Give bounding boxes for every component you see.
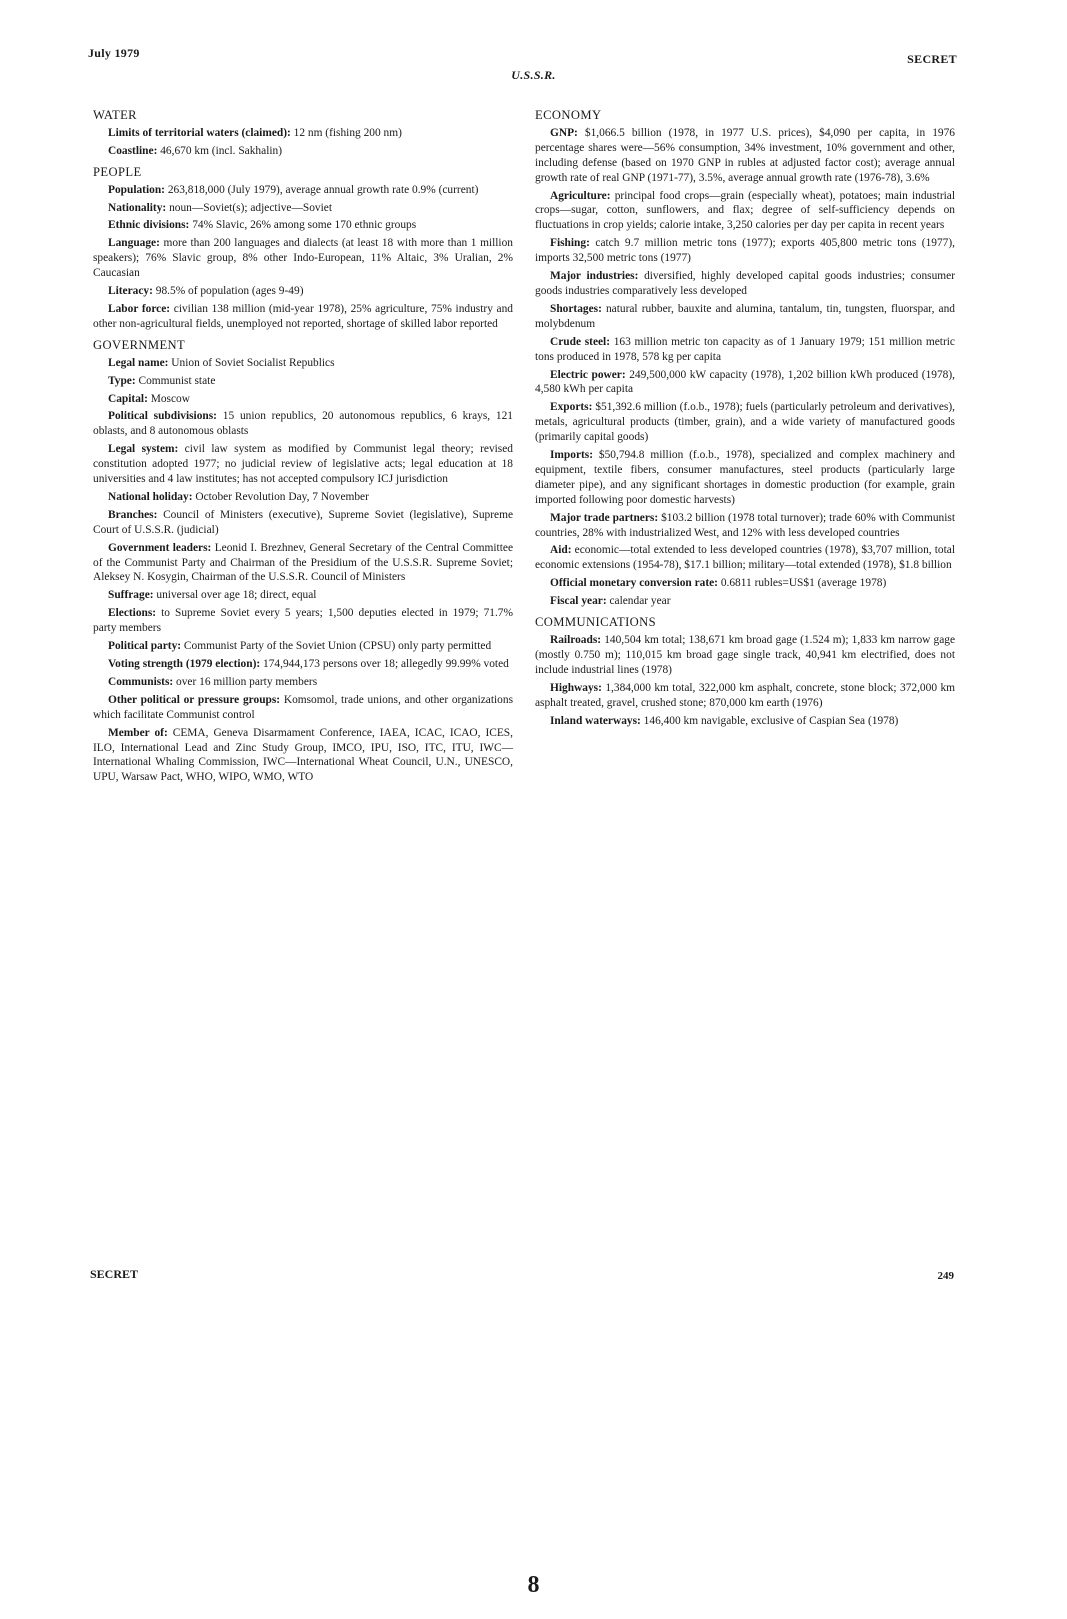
entry (535, 302, 955, 332)
entry-text: $50,794.8 million (f.o.b., 1978), specialized and complex machinery and equipment, textile fibers, consumer manufactures, steel products (particularly large diameter pipe), and any significant shortages in domestic production (for example, grain imported following poor domestic harvests) (535, 449, 955, 506)
entry (93, 639, 513, 654)
entry-label: Aid: (550, 544, 572, 557)
entry (93, 693, 513, 723)
entry-text: to Supreme Soviet every 5 years; 1,500 deputies elected in 1979; 71.7% party members (93, 607, 513, 635)
entry-text: 163 million metric ton capacity as of 1 January 1979; 151 million metric tons produced in 1978, 578 kg per capita (535, 335, 955, 363)
entry (93, 302, 513, 332)
header-classification: SECRET (907, 52, 957, 66)
entry (535, 448, 955, 508)
entry-label: Major trade partners: (550, 511, 659, 524)
entry (535, 236, 955, 266)
entry-text: over 16 million party members (173, 675, 318, 688)
entry-text: 74% Slavic, 26% among some 170 ethnic groups (189, 219, 417, 232)
entry-text: Communist state (135, 374, 216, 387)
entry-label: Suffrage: (108, 589, 154, 602)
entry-label: Population: (108, 183, 165, 196)
entry-label: Electric power: (550, 368, 626, 381)
entry-text: economic—total extended to less developed countries (1978), $3,707 million, total economic extensions (1954-78), $17.1 billion; military—total extended (1978), $1.8 billion (535, 544, 955, 572)
entry-text: 46,670 km (incl. Sakhalin) (157, 144, 283, 157)
entry-text: 249,500,000 kW capacity (1978), 1,202 billion kWh produced (1978), 4,580 kWh per capita (535, 368, 956, 396)
entry (535, 594, 955, 609)
entry-label: Railroads: (550, 634, 602, 646)
page-number: 8 (527, 1572, 540, 1598)
entry-label: Legal system: (108, 443, 179, 456)
section-heading: PEOPLE (93, 164, 142, 179)
entry-text: $1,066.5 billion (1978, in 1977 U.S. prices), $4,090 per capita, in 1976 percentage shares were—56% consumption, 34% investment, 10% government and other, including defense (based on 1970 GNP in rubles at adjusted factor cost); average annual growth rate of real GNP (1971-77), 3.5%, average annual growth rate (1976-78), 3.6% (535, 126, 955, 184)
entry (535, 189, 955, 234)
entry-text: principal food crops—grain (especially wheat), potatoes; main industrial crops—sugar, cotton, sunflowers, and flax; degree of self-sufficiency depends on fluctuations in crop yields; calorie intake, 3,250 calories per day per capita in recent years (535, 189, 955, 232)
entry (535, 400, 955, 445)
entry (93, 606, 513, 636)
entry-text: natural rubber, bauxite and alumina, tantalum, tin, tungsten, fluorspar, and molybdenum (535, 302, 955, 330)
entry-label: Major industries: (550, 270, 639, 283)
entry (535, 335, 955, 365)
entry (93, 374, 513, 389)
entry-text: 12 nm (fishing 200 nm) (290, 126, 402, 139)
entry (93, 356, 513, 371)
entry (93, 490, 513, 505)
entry (535, 126, 955, 186)
entry-label: Imports: (550, 449, 594, 462)
entry-text: 174,944,173 persons over 18; allegedly 99.99% voted (260, 658, 509, 670)
entry (93, 392, 513, 407)
entry-text: 1,384,000 km total, 322,000 km asphalt, concrete, stone block; 372,000 km asphalt treated, gravel, crushed stone; 870,000 km earth (1976) (535, 681, 955, 709)
entry-text: 15 union republics, 20 autonomous republics, 6 krays, 121 oblasts, and 8 autonomous oblasts (93, 410, 513, 438)
entry-label: Branches: (108, 508, 158, 521)
entry-text: 146,400 km navigable, exclusive of Caspian Sea (1978) (640, 714, 899, 727)
entry-label: Government leaders: (108, 541, 212, 554)
entry-text: 140,504 km total; 138,671 km broad gage (1.524 m); 1,833 km narrow gage (mostly 0.750 m); 110,015 km broad gage single track, 40,941 km electrified, does not include industrial lines (1978) (535, 634, 955, 676)
entry-text: noun—Soviet(s); adjective—Soviet (166, 201, 332, 214)
entry (93, 675, 513, 690)
entry-label: Legal name: (108, 356, 169, 369)
entry-label: Highways: (550, 681, 602, 694)
entry-label: Nationality: (108, 201, 167, 214)
footer-classification: SECRET (90, 1267, 139, 1281)
entry-text: catch 9.7 million metric tons (1977); exports 405,800 metric tons (1977), imports 32,500 metric tons (1977) (535, 237, 955, 265)
entry (535, 269, 955, 299)
entry-label: Coastline: (108, 144, 158, 157)
entry (93, 442, 513, 487)
entry-label: Limits of territorial waters (claimed): (108, 126, 291, 139)
entry-text: October Revolution Day, 7 November (192, 490, 369, 503)
entry (535, 576, 955, 591)
entry (93, 409, 513, 439)
entry-text: Komsomol, trade unions, and other organizations which facilitate Communist control (93, 693, 514, 721)
entry-text: civil law system as modified by Communist legal theory; revised constitution adopted 1977; no judicial review of legislative acts; legal education at 18 universities and 4 law institutes; has not accepted compulsory ICJ jurisdiction (93, 443, 513, 486)
entry-text: universal over age 18; direct, equal (153, 589, 317, 602)
entry-label: GNP: (550, 126, 578, 139)
entry-label: Official monetary conversion rate: (550, 577, 718, 590)
entry-label: Shortages: (550, 302, 602, 315)
entry-text: Council of Ministers (executive), Supreme Soviet (legislative), Supreme Court of U.S.S.R. (judicial) (93, 508, 513, 536)
entry-label: Voting strength (1979 election): (108, 658, 261, 670)
entry (535, 543, 955, 573)
right-column (535, 108, 955, 731)
entry-label: Other political or pressure groups: (108, 693, 281, 706)
entry (535, 633, 955, 678)
footer-page-reference: 249 (937, 1270, 954, 1282)
entry (535, 681, 955, 711)
entry (93, 284, 513, 299)
entry-label: Communists: (108, 675, 174, 688)
entry (93, 218, 513, 233)
entry-label: Exports: (550, 401, 593, 414)
entry-label: Agriculture: (550, 189, 611, 202)
entry (93, 508, 513, 538)
entry-text: 98.5% of population (ages 9-49) (152, 285, 304, 298)
left-column (93, 108, 513, 788)
entry (93, 588, 513, 603)
section-heading: COMMUNICATIONS (535, 615, 657, 630)
entry-label: Literacy: (108, 285, 153, 298)
entry-text: CEMA, Geneva Disarmament Conference, IAEA, ICAC, ICAO, ICES, ILO, International Lead and Zinc Study Group, IMCO, IPU, ISO, ITC, ITU, IWC—International Whaling Commission, IWC—International Wheat Council, U.N., UNESCO, UPU, Warsaw Pact, WHO, WIPO, WMO, WTO (93, 726, 513, 784)
entry-label: Capital: (108, 392, 148, 405)
entry-text: civilian 138 million (mid-year 1978), 25% agriculture, 75% industry and other non-agricultural fields, unemployed not reported, shortage of skilled labor reported (93, 302, 514, 330)
entry-text: $51,392.6 million (f.o.b., 1978); fuels (particularly petroleum and derivatives), metals, agricultural products (timber, grain), and a wide variety of manufactured goods (primarily capital goods) (535, 401, 955, 444)
entry-text: Union of Soviet Socialist Republics (168, 356, 335, 369)
entry (93, 201, 513, 216)
entry-label: Member of: (108, 726, 168, 739)
header-date: July 1979 (88, 46, 140, 60)
entry-text: 263,818,000 (July 1979), average annual growth rate 0.9% (current) (164, 183, 479, 196)
entry-text: $103.2 billion (1978 total turnover); trade 60% with Communist countries, 28% with industrialized West, and 12% with less developed countries (535, 511, 956, 539)
entry-text: diversified, highly developed capital goods industries; consumer goods industries comparatively less developed (535, 270, 955, 297)
entry (93, 726, 513, 786)
entry-label: Political party: (108, 640, 182, 653)
entry-text: Moscow (147, 392, 190, 405)
section-heading: WATER (93, 108, 137, 122)
entry-text: 0.6811 rubles=US$1 (average 1978) (717, 577, 887, 590)
entry-label: Elections: (108, 607, 157, 620)
entry (93, 144, 513, 159)
entry (93, 183, 513, 198)
entry-label: Political subdivisions: (108, 410, 217, 423)
entry (535, 368, 955, 398)
entry-label: Fishing: (550, 237, 590, 250)
entry-label: Labor force: (108, 302, 171, 315)
entry (93, 541, 513, 586)
entry-label: Fiscal year: (550, 595, 607, 608)
entry-label: National holiday: (108, 490, 193, 503)
entry-text: calendar year (606, 595, 671, 608)
entry (535, 511, 955, 541)
entry-label: Language: (108, 237, 160, 250)
section-heading: ECONOMY (535, 108, 602, 122)
entry (93, 236, 513, 281)
header-country: U.S.S.R. (511, 68, 556, 82)
entry-label: Type: (108, 374, 136, 387)
entry-text: Communist Party of the Soviet Union (CPSU) only party permitted (181, 640, 492, 653)
entry (93, 126, 513, 141)
entry-label: Ethnic divisions: (108, 219, 190, 232)
entry (535, 714, 955, 729)
entry-label: Inland waterways: (550, 714, 641, 727)
entry (93, 657, 513, 672)
entry-text: Leonid I. Brezhnev, General Secretary of the Central Committee of the Communist Party and Chairman of the Presidium of the U.S.S.R. Supreme Soviet; Aleksey N. Kosygin, Chairman of the U.S.S.R. Council of Ministers (93, 541, 513, 584)
entry-text: more than 200 languages and dialects (at least 18 with more than 1 million speakers); 76% Slavic group, 8% other Indo-European, 11% Altaic, 3% Uralian, 2% Caucasian (93, 237, 513, 280)
entry-label: Crude steel: (550, 335, 611, 348)
section-heading: GOVERNMENT (93, 337, 186, 352)
